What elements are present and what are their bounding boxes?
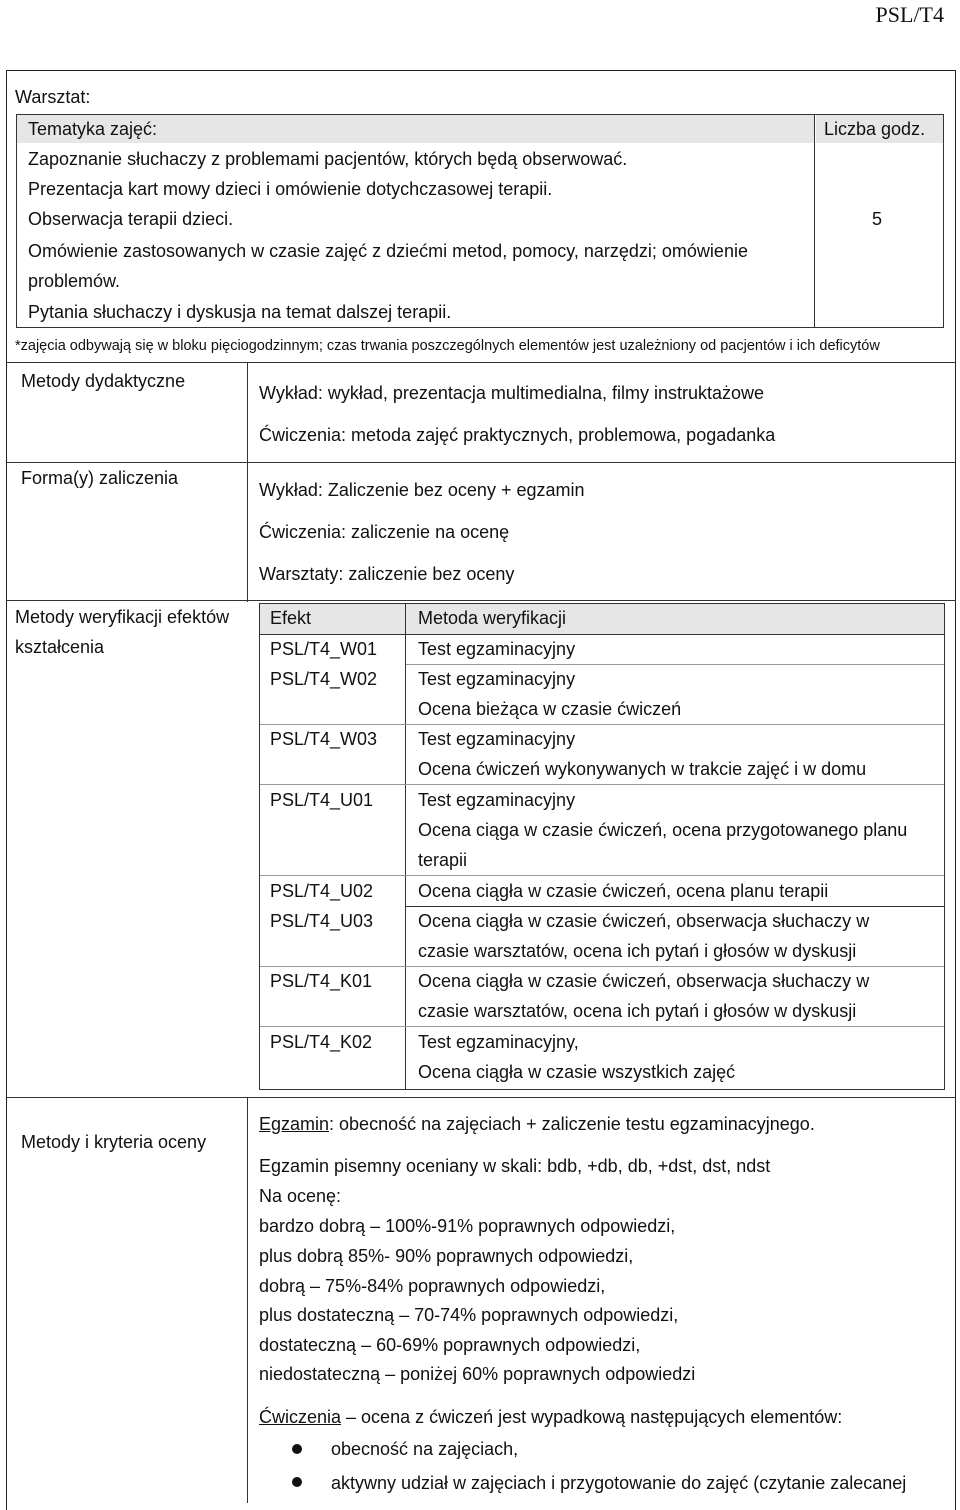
label-column-divider	[247, 362, 248, 602]
effect-code: PSL/T4_K01	[270, 971, 373, 991]
verification-header-bg	[260, 604, 944, 634]
topic-item: Zapoznanie słuchaczy z problemami pacjentów, których będą obserwować.	[28, 149, 628, 169]
effect-code: PSL/T4_K02	[270, 1032, 373, 1052]
effect-code: PSL/T4_U02	[270, 881, 374, 901]
bullet-icon	[292, 1477, 302, 1487]
bullet-icon	[292, 1444, 302, 1454]
assessment-forms-label: Forma(y) zaliczenia	[21, 468, 179, 488]
verification-method: czasie warsztatów, ocena ich pytań i głosów w dyskusji	[418, 941, 857, 961]
grade-item: plus dobrą 85%- 90% poprawnych odpowiedzi,	[259, 1246, 634, 1266]
verification-method: Ocena bieżąca w czasie ćwiczeń	[418, 699, 682, 719]
scale-line: Egzamin pisemny oceniany w skali: bdb, +db, db, +dst, dst, ndst	[259, 1156, 771, 1176]
grade-item: plus dostateczną – 70-74% poprawnych odpowiedzi,	[259, 1305, 679, 1325]
verification-method: terapii	[418, 850, 468, 870]
verification-method: Test egzaminacyjny	[418, 729, 576, 749]
topics-column-divider	[814, 114, 815, 328]
exam-text: : obecność na zajęciach + zaliczenie testu egzaminacyjnego.	[329, 1114, 815, 1134]
topic-item: problemów.	[28, 271, 121, 291]
exam-line	[259, 1109, 815, 1139]
workshop-label: Warsztat:	[15, 87, 91, 107]
verification-method: Ocena ciągła w czasie ćwiczeń, ocena planu terapii	[418, 881, 829, 901]
topic-item: Pytania słuchaczy i dyskusja na temat dalszej terapii.	[28, 302, 452, 322]
effect-code: PSL/T4_U03	[270, 911, 374, 931]
verification-label: Metody weryfikacji efektów	[15, 607, 230, 627]
assessment-form-workshops: Warsztaty: zaliczenie bez oceny	[259, 564, 515, 584]
assessment-form-lecture: Wykład: Zaliczenie bez oceny + egzamin	[259, 480, 585, 500]
teaching-method-lecture: Wykład: wykład, prezentacja multimedialna, filmy instruktażowe	[259, 383, 765, 403]
effect-code: PSL/T4_W01	[270, 639, 378, 659]
topic-item: Prezentacja kart mowy dzieci i omówienie dotychczasowej terapii.	[28, 179, 553, 199]
verification-method: Ocena ciągła w czasie ćwiczeń, obserwacja słuchaczy w	[418, 911, 870, 931]
grade-item: dostateczną – 60-69% poprawnych odpowiedzi,	[259, 1335, 641, 1355]
topic-item: Omówienie zastosowanych w czasie zajęć z dziećmi metod, pomocy, narzędzi; omówienie	[28, 241, 748, 261]
grade-item: dobrą – 75%-84% poprawnych odpowiedzi,	[259, 1276, 606, 1296]
effect-code: PSL/T4_U01	[270, 790, 374, 810]
exam-label: Egzamin	[259, 1114, 330, 1134]
assessment-form-exercises: Ćwiczenia: zaliczenie na ocenę	[259, 522, 510, 542]
page-code: PSL/T4	[875, 2, 944, 27]
verification-method: Test egzaminacyjny,	[418, 1032, 579, 1052]
exercises-line	[259, 1402, 842, 1432]
col-method-header: Metoda weryfikacji	[418, 608, 567, 628]
bullet-item: aktywny udział w zajęciach i przygotowanie do zajęć (czytanie zalecanej	[331, 1473, 907, 1493]
verification-label-cont: kształcenia	[15, 637, 105, 657]
col-effect-header: Efekt	[270, 608, 312, 628]
verification-method: Test egzaminacyjny	[418, 639, 576, 659]
verification-method: Test egzaminacyjny	[418, 790, 576, 810]
hours-value: 5	[872, 209, 883, 229]
exercises-label: Ćwiczenia	[259, 1407, 342, 1427]
teaching-methods-label: Metody dydaktyczne	[21, 371, 186, 391]
bullet-item: obecność na zajęciach,	[331, 1439, 519, 1459]
teaching-method-exercises: Ćwiczenia: metoda zajęć praktycznych, problemowa, pogadanka	[259, 425, 776, 445]
verification-method: Ocena ciąga w czasie ćwiczeń, ocena przygotowanego planu	[418, 820, 908, 840]
hours-header: Liczba godz.	[824, 119, 926, 139]
verification-method: Ocena ciągła w czasie wszystkich zajęć	[418, 1062, 736, 1082]
verification-method: Ocena ciągła w czasie ćwiczeń, obserwacja słuchaczy w	[418, 971, 870, 991]
topics-header: Tematyka zajęć:	[28, 119, 158, 139]
verification-method: Test egzaminacyjny	[418, 669, 576, 689]
row-divider	[6, 362, 956, 363]
verification-method: Ocena ćwiczeń wykonywanych w trakcie zajęć i w domu	[418, 759, 867, 779]
label-column-divider	[247, 1097, 248, 1503]
criteria-label: Metody i kryteria oceny	[21, 1132, 207, 1152]
exercises-text: – ocena z ćwiczeń jest wypadkową następujących elementów:	[341, 1407, 843, 1427]
verification-method: czasie warsztatów, ocena ich pytań i głosów w dyskusji	[418, 1001, 857, 1021]
workshop-note: *zajęcia odbywają się w bloku pięciogodzinnym; czas trwania poszczególnych elementów jest uzależniony od pacjentów i ich deficytów	[15, 338, 880, 354]
verification-column-divider	[405, 603, 406, 1090]
grade-intro: Na ocenę:	[259, 1186, 342, 1206]
grade-item: bardzo dobrą – 100%-91% poprawnych odpowiedzi,	[259, 1216, 676, 1236]
effect-code: PSL/T4_W02	[270, 669, 378, 689]
row-divider	[6, 1097, 956, 1098]
grade-item: niedostateczną – poniżej 60% poprawnych odpowiedzi	[259, 1364, 696, 1384]
effect-code: PSL/T4_W03	[270, 729, 378, 749]
topic-item: Obserwacja terapii dzieci.	[28, 209, 234, 229]
row-divider	[6, 600, 956, 601]
